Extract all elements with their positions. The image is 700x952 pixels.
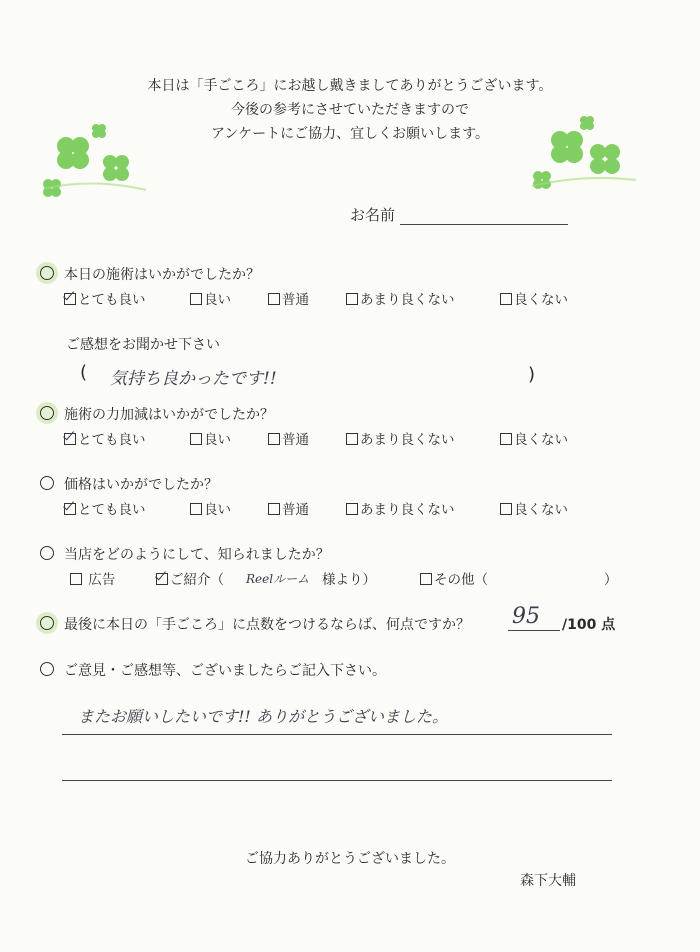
question-6 [40, 660, 386, 680]
question-marker [40, 662, 54, 676]
option-label: 良い [204, 292, 231, 308]
question-6-text: ご意見・ご感想等、ございましたらご記入下さい。 [64, 663, 386, 679]
question-1 [40, 264, 260, 284]
question-5-text: 最後に本日の「手ごころ」に点数をつけるならば、何点ですか？ [64, 617, 470, 633]
option-label: 良くない [514, 432, 568, 448]
question-1-text: 本日の施術はいかがでしたか？ [64, 267, 260, 283]
comment-line-2 [62, 780, 612, 781]
option-label: 良い [204, 432, 231, 448]
option-label: 広告 [88, 572, 116, 588]
signature: 森下大輔 [520, 873, 576, 889]
checkbox[interactable] [70, 573, 82, 585]
closing-text: ご協力ありがとうございました。 [245, 851, 455, 867]
option-label: 良い [204, 502, 231, 518]
option-label: あまり良くない [360, 432, 455, 448]
question-marker [40, 546, 54, 560]
impressions-close-paren: ) [528, 364, 536, 385]
question-marker [40, 266, 54, 280]
checkbox[interactable] [268, 293, 280, 305]
option-label: 普通 [282, 502, 309, 518]
score-underline [508, 630, 560, 631]
checkbox-checked[interactable] [64, 433, 76, 445]
option-label: とても良い [78, 432, 146, 448]
checkbox[interactable] [500, 433, 512, 445]
checkbox[interactable] [190, 503, 202, 515]
other-close-paren: ） [604, 572, 618, 588]
option-label: とても良い [78, 292, 146, 308]
option-label: あまり良くない [360, 502, 455, 518]
question-4-text: 当店をどのようにして、知られましたか？ [64, 547, 330, 563]
checkbox[interactable] [190, 293, 202, 305]
checkbox[interactable] [190, 433, 202, 445]
checkbox-checked[interactable] [64, 503, 76, 515]
option-label: 普通 [282, 432, 309, 448]
score-answer[interactable]: 95 [512, 604, 540, 629]
option-label: ご紹介（ [170, 572, 224, 588]
impressions-open-paren: ( [80, 362, 88, 383]
option-label: 良くない [514, 292, 568, 308]
checkbox[interactable] [346, 293, 358, 305]
question-2 [40, 404, 274, 424]
name-label: お名前 [350, 206, 396, 224]
question-3 [40, 474, 218, 494]
option-label: とても良い [78, 502, 146, 518]
checkbox[interactable] [420, 573, 432, 585]
intro-line-2: 今後の参考にさせていただきますので [231, 102, 469, 118]
impressions-answer[interactable]: 気持ち良かったです!! [110, 369, 277, 389]
checkbox[interactable] [268, 433, 280, 445]
intro-line-1: 本日は「手ごころ」にお越し戴きましてありがとうございます。 [147, 78, 553, 94]
intro-text [0, 74, 700, 146]
score-suffix: /100 点 [562, 617, 616, 633]
question-5 [40, 614, 470, 634]
option-label: 普通 [282, 292, 309, 308]
name-field[interactable] [400, 224, 568, 225]
checkbox-checked[interactable] [156, 573, 168, 585]
checkbox-checked[interactable] [64, 293, 76, 305]
checkbox[interactable] [500, 293, 512, 305]
question-4 [40, 544, 330, 564]
checkbox[interactable] [346, 503, 358, 515]
checkbox[interactable] [346, 433, 358, 445]
question-marker [40, 406, 54, 420]
referral-name-answer[interactable]: Reelルーム [246, 572, 310, 586]
checkbox[interactable] [268, 503, 280, 515]
question-marker [40, 476, 54, 490]
impressions-label: ご感想をお聞かせ下さい [66, 337, 220, 353]
question-marker [40, 616, 54, 630]
checkbox[interactable] [500, 503, 512, 515]
referral-suffix: 様より） [322, 572, 376, 588]
question-3-text: 価格はいかがでしたか？ [64, 477, 218, 493]
comment-line-1 [62, 734, 612, 735]
option-label: 良くない [514, 502, 568, 518]
intro-line-3: アンケートにご協力、宜しくお願いします。 [210, 126, 490, 142]
comment-answer[interactable]: またお願いしたいです!! ありがとうございました。 [78, 707, 448, 726]
option-label: あまり良くない [360, 292, 455, 308]
option-label: その他（ [434, 572, 488, 588]
question-2-text: 施術の力加減はいかがでしたか？ [64, 407, 274, 423]
